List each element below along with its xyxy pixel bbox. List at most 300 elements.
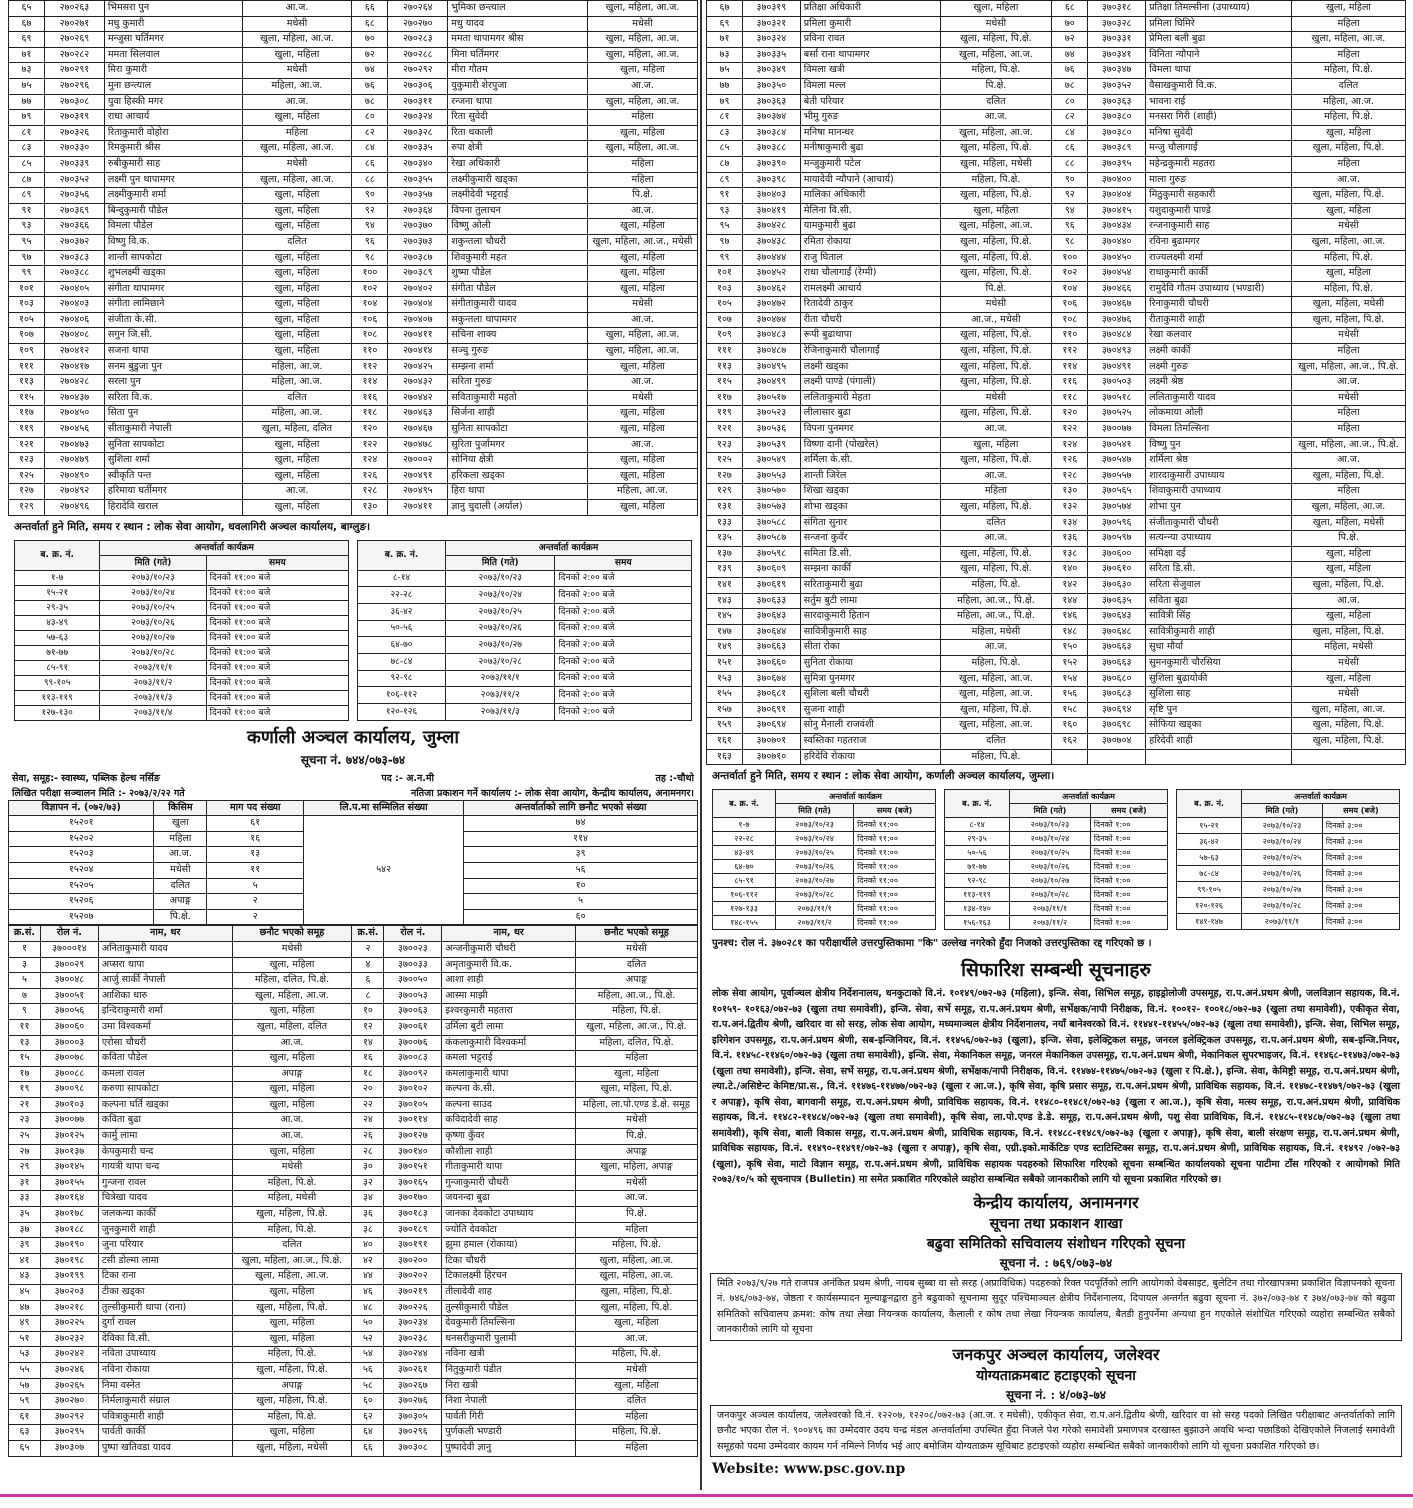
table-cell: दिनको २:०० बजे <box>555 687 692 704</box>
table-cell: दिनको २:०० बजे <box>555 703 692 720</box>
table-cell: विमला खत्री <box>800 63 940 79</box>
table-cell: गुन्जाकुमारी चौधरी <box>442 1175 576 1191</box>
table-cell: ३७०२२५ <box>40 1316 98 1332</box>
table-cell: आस्मा माझी <box>442 988 576 1004</box>
table-row <box>707 468 1406 484</box>
table-row <box>945 846 1168 860</box>
table-cell: १६१ <box>707 733 743 749</box>
table-cell: ९३ <box>707 203 743 219</box>
table-cell: रामुदेवि गौतम उपाध्याय (भण्डारी) <box>1146 281 1292 297</box>
interview-info-dhaulagiri: अन्तर्वार्ता हुने मिति, समय र स्थान : लोक सेवा आयोग, धवलागिरी अञ्चल कार्यालय, बाग्लुङ। <box>14 520 371 533</box>
table-cell: कविता पौडेल <box>98 1051 232 1067</box>
table-cell: आ.ज. <box>940 531 1052 547</box>
table-cell: मधेसी <box>587 297 697 313</box>
table-cell: खुला, महिला, पि.क्षे. <box>1291 577 1405 593</box>
table-cell: दिनको ११:०० बजे <box>206 600 348 615</box>
table-cell: मधेसी <box>1291 687 1405 703</box>
dhaulagiri-schedule <box>8 538 698 723</box>
table-cell: १२८ <box>352 484 388 500</box>
table-row <box>945 888 1168 902</box>
col-header: मिति (गते) <box>776 804 854 818</box>
table-cell: ११० <box>352 344 388 360</box>
table-cell: ललिताकुमारी यादव <box>1146 390 1292 406</box>
table-cell: संजीताकुमारी चौधरी <box>1146 515 1292 531</box>
table-cell: सुमनकुमारी चौरसिया <box>1146 655 1292 671</box>
table-cell: कल्पना घर्ति खड्का <box>98 1097 232 1113</box>
table-cell: १०६ <box>352 312 388 328</box>
table-cell: १२७-१३० <box>15 705 100 720</box>
col-header: मिति (गते) <box>100 555 206 570</box>
table-cell: १४४ <box>1052 593 1088 609</box>
table-cell: ६८ <box>352 16 388 32</box>
table-cell: १४६ <box>1052 609 1088 625</box>
table-cell: मधेसी <box>576 941 698 957</box>
table-cell: ७८ <box>1052 78 1088 94</box>
removal-notice-box <box>710 1405 1402 1458</box>
table-row <box>9 1253 698 1269</box>
table-cell: खुला, महिला, दलित <box>242 422 352 438</box>
table-cell: दिनको ३:०० <box>1322 818 1399 834</box>
table-cell: ९६ <box>352 234 388 250</box>
table-row <box>9 234 698 250</box>
table-cell: २७०२६३ <box>44 1 104 17</box>
table-cell: अनिताकुमारी यादव <box>98 941 232 957</box>
table-cell: २७०४०७ <box>388 312 448 328</box>
table-cell: १२१ <box>707 422 743 438</box>
table-cell: करुणा सापकोटा <box>98 1082 232 1098</box>
bottom-rule <box>0 1494 1413 1497</box>
table-cell: खुला <box>154 816 207 832</box>
central-office-title: केन्द्रीय कार्यालय, अनामनगर <box>973 1192 1139 1212</box>
table-cell: निशा नेपाली <box>442 1394 576 1410</box>
table-cell: जलकन्या कार्की <box>98 1207 232 1223</box>
table-cell: महिला, पि.क्षे. <box>576 1347 698 1363</box>
table-cell: २७०३२६ <box>44 125 104 141</box>
table-cell: १३७ <box>707 546 743 562</box>
table-cell: ५८ <box>352 1378 384 1394</box>
table-cell: ३७०१४५ <box>40 1160 98 1176</box>
table-cell: ३७०२७६ <box>384 1394 442 1410</box>
table-cell: पि.क्षे. <box>576 1129 698 1145</box>
table-cell: ३७०३३५ <box>742 47 800 63</box>
table-cell: ३७०५९६ <box>1088 515 1146 531</box>
table-cell: ३७०४०० <box>1088 172 1146 188</box>
table-row <box>707 203 1406 219</box>
table-cell: खुला, महिला, आ.ज., पि.क्षे. <box>232 1253 352 1269</box>
table-row <box>9 1300 698 1316</box>
table-cell: दिनको ३:०० <box>1322 882 1399 898</box>
table-cell: १५२०४ <box>9 862 154 878</box>
table-row <box>15 660 349 675</box>
table-row <box>9 156 698 172</box>
table-cell: ३७००७६ <box>384 1035 442 1051</box>
table-cell: प्रमिला कुमारी <box>800 16 940 32</box>
table-cell: रुपा क्षेत्री <box>448 141 588 157</box>
table-cell: २०७३/१०/२८ <box>100 645 206 660</box>
table-cell: ३७०४८४ <box>1088 328 1146 344</box>
table-cell: दिनको ११:०० बजे <box>206 705 348 720</box>
table-cell: १०४ <box>1052 281 1088 297</box>
table-cell: दिनको ११:०० बजे <box>206 585 348 600</box>
table-cell: ६२ <box>352 1409 384 1425</box>
table-cell: २७०४९५ <box>388 484 448 500</box>
table-cell: आशिका धारु <box>98 988 232 1004</box>
table-cell: ३७०६८१ <box>742 687 800 703</box>
table-cell: ३७०००१४ <box>40 941 98 957</box>
table-cell: १८ <box>352 1066 384 1082</box>
table-cell: १०६-११२ <box>713 888 776 902</box>
table-row <box>945 860 1168 874</box>
table-cell: १०८ <box>1052 312 1088 328</box>
table-cell: १०६ <box>1052 297 1088 313</box>
table-cell: २५ <box>9 1129 41 1145</box>
table-cell: ३७०००३ <box>40 1035 98 1051</box>
table-cell: कविता बुढा <box>98 1113 232 1129</box>
table-cell: पुष्पादेवी ज्ञानु <box>442 1440 576 1456</box>
table-cell: ३७०५६५ <box>1088 484 1146 500</box>
table-cell: ३७०२३८ <box>384 1331 442 1347</box>
table-cell: वैसाखकुमारी वि.क. <box>1146 78 1292 94</box>
table-cell: संगीता लामिछाने <box>104 297 242 313</box>
table-cell: ३७०१६५ <box>384 1175 442 1191</box>
table-cell: १०९ <box>9 344 45 360</box>
table-cell: २०७३/१०/२८ <box>776 888 854 902</box>
table-cell: १४ <box>352 1035 384 1051</box>
table-cell: खुला, महिला <box>587 359 697 375</box>
table-cell: ममता सिलवाल <box>104 47 242 63</box>
table-cell: इश्वरकुमारी महतारा <box>442 1004 576 1020</box>
table-cell: सविता बुढा <box>1146 593 1292 609</box>
table-cell: अपाङ्ग <box>232 1066 352 1082</box>
col-header: मिति (गते) <box>445 555 555 570</box>
table-cell: ११४ <box>1052 359 1088 375</box>
table-cell: दिनको ३:०० <box>1322 914 1399 930</box>
table-cell: ३७०१५१ <box>384 1160 442 1176</box>
table-row <box>9 1082 698 1098</box>
table-cell: ६९ <box>707 16 743 32</box>
table-cell: दिनको २:०० बजे <box>555 620 692 637</box>
table-row <box>9 297 698 313</box>
table-cell: ३७०५४७ <box>1088 453 1146 469</box>
table-row <box>707 624 1406 640</box>
table-cell: २७०२८२ <box>44 47 104 63</box>
table-cell: १५२ <box>1052 655 1088 671</box>
table-cell: ३७०१९८ <box>40 1253 98 1269</box>
table-cell: खुला, महिला <box>940 437 1052 453</box>
table-row <box>713 916 936 930</box>
table-cell: रन्जनाकुमारी साह <box>1146 219 1292 235</box>
table-cell: २ <box>207 894 304 910</box>
table-cell: ३७०४५४ <box>1088 266 1146 282</box>
table-cell: ३७०४९१ <box>1088 359 1146 375</box>
table-cell: विमला तिमल्सिना <box>1146 422 1292 438</box>
table-cell: ४६ <box>352 1285 384 1301</box>
table-cell: लीलासार बुढा <box>800 406 940 422</box>
table-cell: महिला, आ.ज. <box>242 359 352 375</box>
table-cell: आ.ज. <box>154 847 207 863</box>
table-cell: दलित <box>940 94 1052 110</box>
table-cell: खुला, महिला, पि.क्षे. <box>1291 468 1405 484</box>
table-cell: विपना पुनमगर <box>800 422 940 438</box>
table-cell: दिनको ३:०० <box>1322 898 1399 914</box>
table-cell: ९० <box>352 188 388 204</box>
table-cell: ३७०४६२ <box>742 281 800 297</box>
table-cell: ३७०१२५ <box>40 1129 98 1145</box>
table-cell: ज्योति देवकोटा <box>442 1222 576 1238</box>
table-cell: २७०३७३ <box>388 234 448 250</box>
table-cell: संगीता पौडेल <box>448 281 588 297</box>
table-row <box>9 78 698 94</box>
table-row <box>9 1238 698 1254</box>
table-cell: ८६ <box>1052 141 1088 157</box>
table-cell: ९८ <box>1052 234 1088 250</box>
promotion-notice-title: बढुवा समितिको सचिवालय संशोधन गरिएको सूचना <box>926 1235 1186 1252</box>
table-cell: १०० <box>1052 250 1088 266</box>
table-cell: ८३ <box>9 141 45 157</box>
table-cell: ६९ <box>9 32 45 48</box>
table-cell: २७०२८३ <box>388 32 448 48</box>
table-cell: २७०३२८ <box>388 125 448 141</box>
table-cell: २७ <box>9 1144 41 1160</box>
table-row <box>9 328 698 344</box>
col-header: अन्तर्वार्ता कार्यक्रम <box>1010 790 1168 804</box>
table-cell: ७४ <box>464 816 698 832</box>
table-row <box>9 375 698 391</box>
table-row <box>9 1004 698 1020</box>
table-cell: १०१ <box>707 266 743 282</box>
table-cell: विमला मल्ल <box>800 78 940 94</box>
table-cell: १२३ <box>9 453 45 469</box>
table-cell: खुला, महिला <box>242 266 352 282</box>
table-row <box>9 1066 698 1082</box>
table-cell: मधेसी <box>242 156 352 172</box>
table-cell: १२०-१२६ <box>1177 898 1242 914</box>
recommendation-title: सिफारिश सम्बन्धी सूचनाहरु <box>961 959 1151 982</box>
table-cell: ११४ <box>464 831 698 847</box>
table-cell: महिला, पि.क्षे. <box>940 577 1052 593</box>
table-cell: खुला, महिला, पि.क्षे. <box>576 1300 698 1316</box>
schedule-table-a <box>712 789 936 930</box>
table-cell: महिला, पि.क्षे. <box>940 63 1052 79</box>
col-header: ब. क्र. नं. <box>15 540 100 570</box>
col-header: रोल नं. <box>40 926 98 942</box>
table-cell: ५६ <box>464 862 698 878</box>
table-cell: दिनको ११:०० <box>854 902 936 916</box>
table-row <box>9 1019 698 1035</box>
table-cell: ३७०२१९ <box>384 1285 442 1301</box>
table-row <box>707 125 1406 141</box>
table-cell: ३७०६०९ <box>742 562 800 578</box>
table-cell: सुधा मौर्या <box>1146 640 1292 656</box>
table-cell: राजु घिताल <box>800 250 940 266</box>
table-cell: मायादेवी न्यौपाने (आचार्य) <box>800 172 940 188</box>
promotion-notice-box <box>710 1273 1402 1341</box>
table-cell: ३७०५५३ <box>742 468 800 484</box>
table-cell: महिला, आ.ज., पि.क्षे. <box>940 593 1052 609</box>
table-cell: आ.ज. <box>940 422 1052 438</box>
table-cell: ९७ <box>9 250 45 266</box>
table-cell: ७२ <box>1052 32 1088 48</box>
table-row <box>9 453 698 469</box>
table-cell: संजीता के.सी. <box>104 312 242 328</box>
table-cell: ७१-७७ <box>945 860 1010 874</box>
table-cell: मधु कुमारी <box>104 16 242 32</box>
table-cell: २७०२९२ <box>388 63 448 79</box>
table-cell: महिला <box>242 125 352 141</box>
table-cell: सावित्रीकुमारी साह <box>800 624 940 640</box>
table-cell: सरिता डि.सी. <box>1146 562 1292 578</box>
table-cell: हिरादेवि खराल <box>104 500 242 516</box>
table-cell: खुला, महिला, पि.क्षे. <box>940 562 1052 578</box>
table-cell: ३७०५७४ <box>1088 500 1146 516</box>
table-cell: २०७३/१०/२५ <box>1010 846 1091 860</box>
table-cell: ८८ <box>1052 156 1088 172</box>
table-cell: २०७३/१०/२५ <box>445 603 555 620</box>
table-cell: १७ <box>9 1066 41 1082</box>
table-cell: निरा खत्री <box>442 1378 576 1394</box>
table-cell: ८९ <box>707 172 743 188</box>
table-cell: १३१ <box>707 500 743 516</box>
table-cell: खुला, महिला, आ.ज. <box>576 1269 698 1285</box>
table-cell: खुला, महिला <box>1291 125 1405 141</box>
table-cell: महिला <box>1291 156 1405 172</box>
table-cell: खुला, महिला, पि.क्षे. <box>232 1207 352 1223</box>
table-cell: लक्ष्मीकुमारी खड्का <box>448 172 588 188</box>
table-cell: खुला, महिला, पि.क्षे. <box>940 406 1052 422</box>
table-cell: शिवाकुमारी उपाध्याय <box>1146 484 1292 500</box>
table-cell: २७०३०८ <box>44 94 104 110</box>
table-cell: १६ <box>352 1051 384 1067</box>
table-cell: ८५-९१ <box>15 660 100 675</box>
table-cell: १४९ <box>707 640 743 656</box>
table-cell: सम्झना कार्की <box>800 562 940 578</box>
table-cell: खुला, महिला, आ.ज., पि.क्षे. <box>1291 359 1405 375</box>
table-row <box>707 110 1406 126</box>
table-cell: १०६-११२ <box>358 687 446 704</box>
table-cell: आ.ज. <box>587 375 697 391</box>
table-cell: ३७०४४० <box>1088 234 1146 250</box>
table-cell: ७९ <box>707 94 743 110</box>
table-row <box>9 1097 698 1113</box>
table-row <box>707 141 1406 157</box>
table-cell: २०७३/१०/२७ <box>1010 874 1091 888</box>
col-header: अन्तर्वार्ता कार्यक्रम <box>100 540 349 555</box>
table-cell: संगीताकुमारी यादव <box>448 297 588 313</box>
table-cell: २७०४२५ <box>388 359 448 375</box>
table-cell: ९४ <box>352 219 388 235</box>
table-cell: ५६ <box>352 1362 384 1378</box>
table-cell: खुला, महिला, आ.ज. <box>1291 32 1405 48</box>
table-cell: ३७०३१९ <box>742 1 800 17</box>
table-cell: ३७०६७४ <box>742 671 800 687</box>
table-cell: आर्जु सार्की नेपाली <box>98 973 232 989</box>
table-cell: मधेसी <box>576 1113 698 1129</box>
col-header: अन्तर्वार्ता कार्यक्रम <box>776 790 936 804</box>
table-row <box>358 687 692 704</box>
table-cell: खुला, महिला <box>587 63 697 79</box>
table-cell: अपाङ्ग <box>576 1144 698 1160</box>
table-cell: २७०४४२ <box>388 390 448 406</box>
table-cell: खुला, महिला <box>232 1004 352 1020</box>
table-cell: २७०४०८ <box>44 328 104 344</box>
table-cell: २०७३/१०/२७ <box>100 630 206 645</box>
table-row <box>713 888 936 902</box>
table-row <box>707 250 1406 266</box>
table-cell: २७०४९२ <box>44 484 104 500</box>
table-cell: १२३ <box>707 437 743 453</box>
table-cell: ३७०५२५ <box>1088 406 1146 422</box>
table-cell: खुला, महिला, आ.ज. <box>587 47 697 63</box>
table-row <box>358 603 692 620</box>
table-row <box>1177 834 1400 850</box>
col-header: नाम, थर <box>98 926 232 942</box>
table-cell: ६० <box>352 1394 384 1410</box>
table-cell: ११२ <box>352 359 388 375</box>
table-cell: २७०४६७ <box>388 422 448 438</box>
table-cell: १११ <box>9 359 45 375</box>
table-cell: खुला, महिला, आ.ज. <box>940 125 1052 141</box>
table-cell: ९९ <box>9 266 45 282</box>
table-cell: ५४ <box>352 1347 384 1363</box>
col-header: समय <box>555 555 692 570</box>
total-appeared-cell: ५४२ <box>304 816 464 925</box>
table-cell: ३६-४२ <box>1177 834 1242 850</box>
table-cell <box>1291 749 1405 765</box>
table-cell: ६१ <box>9 1409 41 1425</box>
table-cell: खुला, महिला <box>587 281 697 297</box>
table-cell: दुर्गा रावल <box>98 1316 232 1332</box>
table-cell: २७०४७८ <box>388 437 448 453</box>
table-cell: नितुकुमारी पंडीत <box>442 1362 576 1378</box>
table-cell: मिना घर्तिमगर <box>448 47 588 63</box>
table-cell: ३७०११४ <box>384 1113 442 1129</box>
table-cell: मधेसी <box>940 297 1052 313</box>
table-cell: आ.ज. <box>576 1191 698 1207</box>
table-cell: १६० <box>1052 718 1088 734</box>
table-row <box>9 1378 698 1394</box>
table-cell: २०७३/१०/२६ <box>100 615 206 630</box>
table-cell: ३७०६६० <box>742 655 800 671</box>
table-cell: दिनको १:०० <box>1090 860 1167 874</box>
table-cell: खुला, महिला <box>242 188 352 204</box>
table-cell: ३७०१९९ <box>40 1269 98 1285</box>
table-cell: ३७००८३ <box>384 1051 442 1067</box>
table-cell: १५७ <box>707 702 743 718</box>
table-row <box>707 344 1406 360</box>
table-row <box>713 902 936 916</box>
table-cell: खुला, महिला <box>576 1316 698 1332</box>
table-cell: २४ <box>352 1113 384 1129</box>
table-cell: खुला, महिला, आ.ज., मधेसी <box>587 234 697 250</box>
website-link[interactable]: Website: www.psc.gov.np <box>712 1461 906 1478</box>
table-cell: २०७३/१०/२७ <box>445 637 555 654</box>
table-row <box>15 675 349 690</box>
table-cell: कार्मु लामा <box>98 1129 232 1145</box>
table-cell: रामलक्ष्मी आचार्य <box>800 281 940 297</box>
table-cell: ३७०३४१ <box>1088 47 1146 63</box>
table-cell: रिता धकाली <box>448 125 588 141</box>
table-cell: दिनको १:०० <box>1090 818 1167 832</box>
table-cell: ८३ <box>707 125 743 141</box>
table-cell: महिला <box>1291 47 1405 63</box>
table-cell: शकुन्तला चौधरी <box>448 234 588 250</box>
table-cell: ६३ <box>9 1425 41 1441</box>
table-cell: महिला <box>1291 422 1405 438</box>
table-cell: खुला, महिला, आ.ज. <box>576 1253 698 1269</box>
table-cell: युकुमारी शेरपुजा <box>448 78 588 94</box>
table-cell: ९४ <box>1052 203 1088 219</box>
table-cell: सजना थापा <box>104 344 242 360</box>
